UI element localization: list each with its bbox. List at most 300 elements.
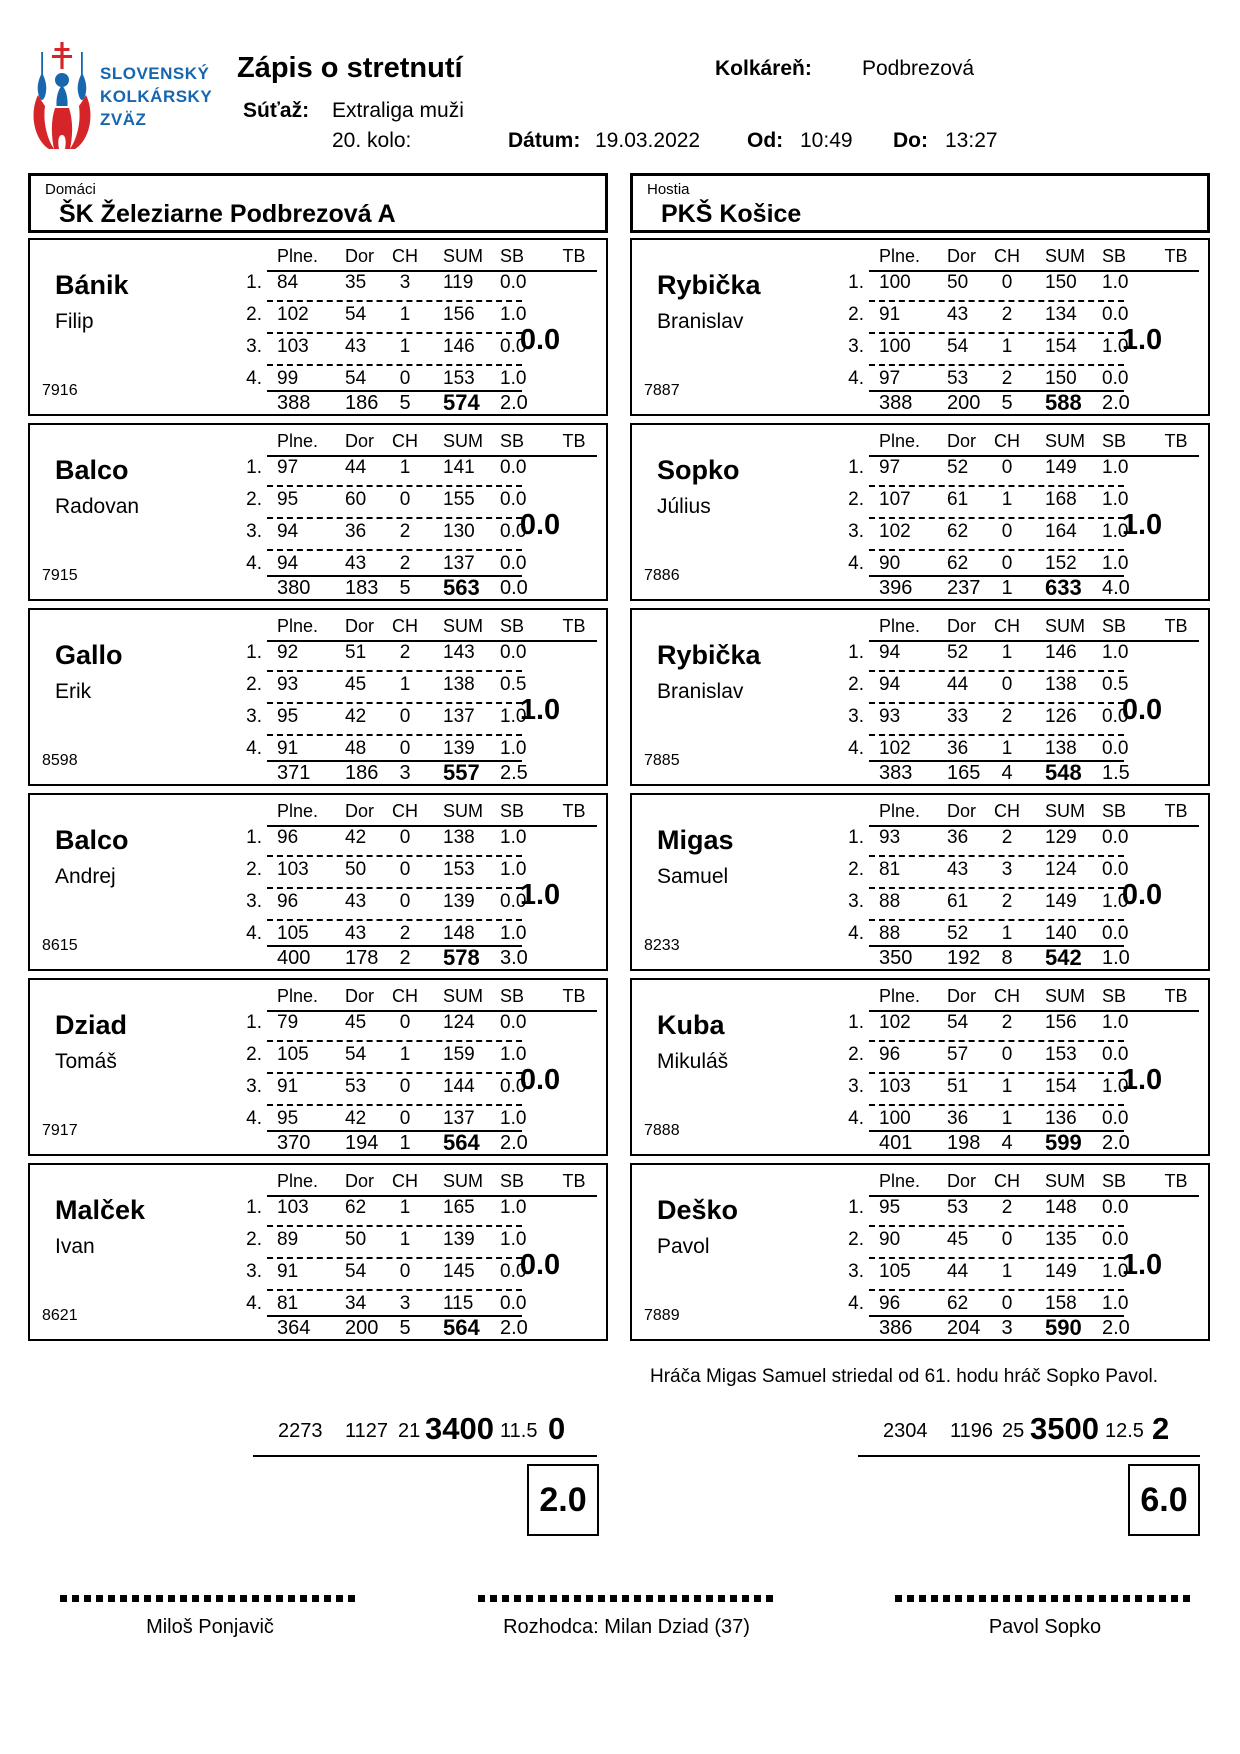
sb-value: 1.0 bbox=[1102, 553, 1129, 574]
away-total-sum: 3500 bbox=[1030, 1411, 1099, 1446]
sb-value: 0.0 bbox=[500, 1076, 527, 1097]
home-score: 2.0 bbox=[539, 1480, 587, 1519]
plne-value: 95 bbox=[277, 706, 299, 727]
total-sb: 1.0 bbox=[1102, 947, 1130, 969]
plne-value: 107 bbox=[879, 489, 911, 510]
sum-value: 115 bbox=[443, 1293, 474, 1314]
total-sum: 633 bbox=[1045, 575, 1082, 600]
row-number: 2. bbox=[848, 674, 864, 695]
lane-row bbox=[632, 642, 1208, 666]
dor-value: 61 bbox=[947, 891, 969, 912]
dor-value: 53 bbox=[947, 1197, 969, 1218]
total-dor: 186 bbox=[345, 392, 379, 414]
dor-value: 52 bbox=[947, 642, 969, 663]
total-sb: 3.0 bbox=[500, 947, 528, 969]
plne-value: 95 bbox=[879, 1197, 901, 1218]
row-divider bbox=[869, 1104, 1124, 1106]
plne-value: 94 bbox=[879, 642, 901, 663]
dor-value: 42 bbox=[345, 827, 367, 848]
player-firstname: Ivan bbox=[55, 1235, 95, 1258]
player-tb-points: 1.0 bbox=[1121, 324, 1163, 356]
dor-value: 36 bbox=[947, 827, 969, 848]
column-header: Plne. bbox=[277, 986, 319, 1006]
ch-value: 2 bbox=[1001, 1197, 1013, 1218]
ch-value: 0 bbox=[399, 1261, 411, 1282]
score-table-header bbox=[30, 1171, 606, 1195]
row-divider bbox=[869, 1040, 1124, 1042]
lane-row bbox=[30, 553, 606, 577]
column-header: CH bbox=[994, 1171, 1020, 1191]
time-to-label: Do: bbox=[893, 129, 928, 152]
column-header: CH bbox=[392, 1171, 418, 1191]
player-total-row bbox=[632, 1132, 1208, 1156]
home-score-box bbox=[527, 1464, 599, 1536]
plne-value: 100 bbox=[879, 1108, 911, 1129]
player-total-row bbox=[30, 1317, 606, 1341]
sb-value: 1.0 bbox=[500, 706, 527, 727]
dor-value: 43 bbox=[345, 553, 367, 574]
sb-value: 0.0 bbox=[1102, 368, 1129, 389]
sum-value: 145 bbox=[443, 1261, 475, 1282]
sb-value: 1.0 bbox=[1102, 272, 1129, 293]
row-divider bbox=[267, 549, 522, 551]
sb-value: 0.0 bbox=[1102, 706, 1129, 727]
sum-value: 137 bbox=[443, 1108, 475, 1129]
dor-value: 43 bbox=[345, 923, 367, 944]
column-header: SB bbox=[1102, 801, 1127, 821]
dor-value: 34 bbox=[345, 1293, 367, 1314]
home-total-tb: 0 bbox=[548, 1411, 566, 1446]
player-block bbox=[630, 608, 1210, 786]
dor-value: 44 bbox=[947, 674, 969, 695]
score-table-header bbox=[632, 616, 1208, 640]
org-name-line: KOLKÁRSKY bbox=[100, 87, 213, 106]
player-total-row bbox=[30, 762, 606, 786]
total-ch: 5 bbox=[1001, 392, 1013, 414]
column-header: SUM bbox=[443, 431, 483, 451]
total-sum: 542 bbox=[1045, 945, 1082, 970]
sum-value: 148 bbox=[1045, 1197, 1077, 1218]
row-number: 1. bbox=[848, 272, 864, 293]
total-sum: 578 bbox=[443, 945, 480, 970]
home-side-label: Domáci bbox=[45, 181, 96, 198]
column-header: SB bbox=[500, 431, 525, 451]
column-header: CH bbox=[994, 801, 1020, 821]
column-header: SUM bbox=[1045, 986, 1085, 1006]
player-surname: Kuba bbox=[657, 1010, 725, 1040]
ch-value: 0 bbox=[1001, 521, 1013, 542]
total-dor: 183 bbox=[345, 577, 379, 599]
plne-value: 97 bbox=[879, 457, 901, 478]
plne-value: 90 bbox=[879, 553, 901, 574]
column-header: SUM bbox=[443, 986, 483, 1006]
sb-value: 1.0 bbox=[1102, 521, 1129, 542]
dor-value: 51 bbox=[345, 642, 367, 663]
column-header: TB bbox=[1164, 246, 1188, 266]
player-tb-points: 1.0 bbox=[519, 694, 561, 726]
player-tb-points: 0.0 bbox=[519, 509, 561, 541]
plne-value: 97 bbox=[277, 457, 299, 478]
dor-value: 43 bbox=[947, 304, 969, 325]
column-header: Plne. bbox=[277, 1171, 319, 1191]
total-ch: 5 bbox=[399, 1317, 411, 1339]
player-firstname: Július bbox=[657, 495, 711, 518]
sb-value: 1.0 bbox=[500, 1108, 527, 1129]
plne-value: 93 bbox=[879, 827, 901, 848]
player-license-id: 8615 bbox=[42, 937, 78, 954]
sum-value: 139 bbox=[443, 891, 475, 912]
player-firstname: Samuel bbox=[657, 865, 729, 888]
row-number: 3. bbox=[246, 1076, 262, 1097]
row-divider bbox=[869, 1225, 1124, 1227]
total-ch: 1 bbox=[399, 1132, 411, 1154]
ch-value: 2 bbox=[1001, 368, 1013, 389]
signature-home bbox=[60, 1595, 360, 1639]
total-plne: 401 bbox=[879, 1132, 913, 1154]
competition-value: Extraliga muži bbox=[332, 99, 464, 122]
substitution-note: Hráča Migas Samuel striedal od 61. hodu hráč Sopko Pavol. bbox=[650, 1366, 1158, 1387]
ch-value: 1 bbox=[399, 457, 411, 478]
total-sum: 548 bbox=[1045, 760, 1082, 785]
column-header: SB bbox=[1102, 616, 1127, 636]
player-license-id: 8598 bbox=[42, 752, 78, 769]
sum-value: 153 bbox=[443, 368, 475, 389]
total-sb: 4.0 bbox=[1102, 577, 1130, 599]
dor-value: 51 bbox=[947, 1076, 969, 1097]
player-tb-points: 0.0 bbox=[519, 1064, 561, 1096]
dor-value: 36 bbox=[947, 738, 969, 759]
home-total-sum: 3400 bbox=[425, 1411, 494, 1446]
column-header: SB bbox=[1102, 986, 1127, 1006]
lane-row bbox=[30, 738, 606, 762]
competition-label: Súťaž: bbox=[243, 99, 310, 122]
column-header: Plne. bbox=[879, 431, 921, 451]
row-divider bbox=[267, 734, 522, 736]
sb-value: 0.0 bbox=[500, 272, 527, 293]
column-header: Dor bbox=[345, 1171, 375, 1191]
row-number: 4. bbox=[246, 738, 262, 759]
dor-value: 33 bbox=[947, 706, 969, 727]
dor-value: 61 bbox=[947, 489, 969, 510]
sum-value: 124 bbox=[443, 1012, 475, 1033]
column-header: Dor bbox=[947, 616, 977, 636]
total-sb: 2.0 bbox=[500, 1317, 528, 1339]
plne-value: 103 bbox=[879, 1076, 911, 1097]
home-total-plne: 2273 bbox=[278, 1420, 323, 1442]
sb-value: 1.0 bbox=[1102, 489, 1129, 510]
row-number: 3. bbox=[848, 1076, 864, 1097]
home-team-name: ŠK Železiarne Podbrezová A bbox=[59, 200, 396, 228]
row-divider bbox=[267, 919, 522, 921]
score-table-header bbox=[632, 1171, 1208, 1195]
sum-value: 156 bbox=[1045, 1012, 1077, 1033]
player-total-row bbox=[632, 1317, 1208, 1341]
ch-value: 0 bbox=[399, 1012, 411, 1033]
sum-value: 149 bbox=[1045, 891, 1077, 912]
ch-value: 0 bbox=[1001, 1229, 1013, 1250]
plne-value: 105 bbox=[277, 923, 309, 944]
row-number: 2. bbox=[246, 859, 262, 880]
sum-value: 130 bbox=[443, 521, 475, 542]
row-divider bbox=[869, 1289, 1124, 1291]
player-block bbox=[28, 978, 608, 1156]
column-header: Dor bbox=[947, 246, 977, 266]
away-side-label: Hostia bbox=[647, 181, 690, 198]
row-number: 3. bbox=[246, 706, 262, 727]
player-block bbox=[630, 238, 1210, 416]
time-to-value: 13:27 bbox=[945, 129, 998, 152]
sb-value: 0.0 bbox=[500, 1012, 527, 1033]
dor-value: 53 bbox=[345, 1076, 367, 1097]
column-header: TB bbox=[562, 616, 586, 636]
column-header: SB bbox=[500, 801, 525, 821]
total-dor: 194 bbox=[345, 1132, 379, 1154]
column-header: TB bbox=[562, 431, 586, 451]
sum-value: 140 bbox=[1045, 923, 1077, 944]
column-header: SUM bbox=[1045, 246, 1085, 266]
row-divider bbox=[267, 332, 522, 334]
sum-value: 141 bbox=[443, 457, 475, 478]
home-total-rule bbox=[253, 1455, 597, 1457]
dor-value: 54 bbox=[345, 1261, 367, 1282]
dor-value: 54 bbox=[947, 1012, 969, 1033]
column-header: Dor bbox=[947, 431, 977, 451]
row-divider bbox=[869, 485, 1124, 487]
player-tb-points: 0.0 bbox=[1121, 694, 1163, 726]
score-table-header bbox=[30, 801, 606, 825]
row-divider bbox=[267, 1040, 522, 1042]
away-team-name: PKŠ Košice bbox=[661, 200, 802, 228]
column-header: SB bbox=[1102, 1171, 1127, 1191]
sum-value: 144 bbox=[443, 1076, 475, 1097]
row-number: 1. bbox=[848, 1197, 864, 1218]
federation-logo-icon bbox=[30, 40, 94, 152]
total-sum: 564 bbox=[443, 1130, 480, 1155]
ch-value: 0 bbox=[1001, 272, 1013, 293]
sb-value: 1.0 bbox=[500, 859, 527, 880]
row-divider bbox=[869, 332, 1124, 334]
venue-label: Kolkáreň: bbox=[715, 57, 812, 80]
player-total-row bbox=[632, 392, 1208, 416]
dor-value: 54 bbox=[345, 368, 367, 389]
row-divider bbox=[267, 364, 522, 366]
row-number: 1. bbox=[246, 457, 262, 478]
plne-value: 88 bbox=[879, 923, 901, 944]
sb-value: 0.0 bbox=[500, 336, 527, 357]
sb-value: 0.0 bbox=[1102, 859, 1129, 880]
player-firstname: Andrej bbox=[55, 865, 116, 888]
lane-row bbox=[30, 272, 606, 296]
away-score-box bbox=[1128, 1464, 1200, 1536]
sum-value: 138 bbox=[1045, 674, 1077, 695]
row-divider bbox=[267, 1257, 522, 1259]
total-plne: 350 bbox=[879, 947, 913, 969]
row-number: 1. bbox=[246, 642, 262, 663]
away-total-plne: 2304 bbox=[883, 1420, 928, 1442]
player-firstname: Branislav bbox=[657, 310, 744, 333]
ch-value: 0 bbox=[399, 891, 411, 912]
sb-value: 0.0 bbox=[1102, 1229, 1129, 1250]
row-number: 3. bbox=[246, 521, 262, 542]
player-firstname: Erik bbox=[55, 680, 92, 703]
away-total-sb: 12.5 bbox=[1105, 1420, 1144, 1442]
away-total-rule bbox=[858, 1455, 1200, 1457]
row-number: 3. bbox=[246, 1261, 262, 1282]
player-block bbox=[28, 608, 608, 786]
home-total-sb: 11.5 bbox=[500, 1420, 538, 1442]
column-header: Plne. bbox=[879, 1171, 921, 1191]
dor-value: 36 bbox=[947, 1108, 969, 1129]
total-plne: 364 bbox=[277, 1317, 311, 1339]
dor-value: 62 bbox=[947, 521, 969, 542]
row-number: 2. bbox=[848, 304, 864, 325]
plne-value: 94 bbox=[277, 521, 299, 542]
column-header: Dor bbox=[345, 801, 375, 821]
ch-value: 2 bbox=[399, 923, 411, 944]
plne-value: 93 bbox=[879, 706, 901, 727]
signature-away bbox=[895, 1595, 1195, 1639]
column-header: SUM bbox=[1045, 431, 1085, 451]
ch-value: 0 bbox=[399, 827, 411, 848]
total-ch: 1 bbox=[1001, 577, 1013, 599]
lane-row bbox=[632, 738, 1208, 762]
score-table-header bbox=[30, 616, 606, 640]
player-block bbox=[630, 978, 1210, 1156]
sb-value: 0.0 bbox=[1102, 1197, 1129, 1218]
total-sum: 563 bbox=[443, 575, 480, 600]
lane-row bbox=[632, 1108, 1208, 1132]
total-dor: 165 bbox=[947, 762, 981, 784]
column-header: CH bbox=[392, 801, 418, 821]
total-plne: 388 bbox=[879, 392, 913, 414]
row-number: 4. bbox=[848, 368, 864, 389]
sum-value: 146 bbox=[443, 336, 475, 357]
away-score: 6.0 bbox=[1140, 1480, 1188, 1519]
lane-row bbox=[30, 1012, 606, 1036]
row-number: 2. bbox=[246, 304, 262, 325]
dor-value: 44 bbox=[345, 457, 367, 478]
player-surname: Balco bbox=[55, 455, 129, 485]
score-table-header bbox=[632, 246, 1208, 270]
ch-value: 1 bbox=[1001, 489, 1013, 510]
dor-value: 60 bbox=[345, 489, 367, 510]
signature-referee bbox=[478, 1595, 775, 1639]
sb-value: 0.0 bbox=[500, 891, 527, 912]
total-plne: 386 bbox=[879, 1317, 913, 1339]
sb-value: 1.0 bbox=[1102, 336, 1129, 357]
ch-value: 1 bbox=[399, 1229, 411, 1250]
total-ch: 8 bbox=[1001, 947, 1013, 969]
row-divider bbox=[869, 702, 1124, 704]
ch-value: 0 bbox=[1001, 1044, 1013, 1065]
row-number: 1. bbox=[848, 457, 864, 478]
plne-value: 89 bbox=[277, 1229, 299, 1250]
plne-value: 103 bbox=[277, 1197, 309, 1218]
ch-value: 0 bbox=[399, 706, 411, 727]
total-sb: 2.5 bbox=[500, 762, 528, 784]
home-total-ch: 21 bbox=[398, 1420, 421, 1442]
player-surname: Rybička bbox=[657, 270, 761, 300]
dor-value: 43 bbox=[345, 891, 367, 912]
ch-value: 1 bbox=[1001, 336, 1013, 357]
sum-value: 152 bbox=[1045, 553, 1077, 574]
row-divider bbox=[869, 734, 1124, 736]
column-header: Plne. bbox=[277, 801, 319, 821]
total-ch: 3 bbox=[399, 762, 411, 784]
total-ch: 5 bbox=[399, 392, 411, 414]
row-number: 1. bbox=[246, 272, 262, 293]
player-tb-points: 1.0 bbox=[519, 879, 561, 911]
column-header: Plne. bbox=[879, 246, 921, 266]
sum-value: 119 bbox=[443, 272, 474, 293]
row-number: 3. bbox=[246, 336, 262, 357]
ch-value: 0 bbox=[399, 489, 411, 510]
player-license-id: 7885 bbox=[644, 752, 680, 769]
plne-value: 94 bbox=[277, 553, 299, 574]
total-dor: 178 bbox=[345, 947, 379, 969]
row-divider bbox=[869, 1072, 1124, 1074]
sum-value: 158 bbox=[1045, 1293, 1077, 1314]
score-table-header bbox=[632, 986, 1208, 1010]
player-license-id: 7889 bbox=[644, 1307, 680, 1324]
column-header: Plne. bbox=[879, 801, 921, 821]
sb-value: 0.0 bbox=[500, 521, 527, 542]
row-divider bbox=[869, 919, 1124, 921]
signature-name: Miloš Ponjavič bbox=[146, 1616, 274, 1638]
player-license-id: 7915 bbox=[42, 567, 78, 584]
dor-value: 54 bbox=[947, 336, 969, 357]
ch-value: 3 bbox=[1001, 859, 1013, 880]
total-plne: 388 bbox=[277, 392, 311, 414]
total-sb: 2.0 bbox=[1102, 1132, 1130, 1154]
plne-value: 105 bbox=[879, 1261, 911, 1282]
ch-value: 2 bbox=[1001, 304, 1013, 325]
lane-row bbox=[632, 923, 1208, 947]
player-tb-points: 1.0 bbox=[1121, 1064, 1163, 1096]
player-license-id: 7917 bbox=[42, 1122, 78, 1139]
row-divider bbox=[267, 1104, 522, 1106]
player-surname: Sopko bbox=[657, 455, 740, 485]
player-tb-points: 0.0 bbox=[519, 324, 561, 356]
sb-value: 0.0 bbox=[1102, 1044, 1129, 1065]
plne-value: 97 bbox=[879, 368, 901, 389]
total-sb: 1.5 bbox=[1102, 762, 1130, 784]
total-plne: 371 bbox=[277, 762, 311, 784]
player-surname: Bánik bbox=[55, 270, 129, 300]
sb-value: 1.0 bbox=[500, 1229, 527, 1250]
player-tb-points: 1.0 bbox=[1121, 1249, 1163, 1281]
column-header: TB bbox=[562, 801, 586, 821]
dor-value: 52 bbox=[947, 923, 969, 944]
lane-row bbox=[632, 368, 1208, 392]
player-license-id: 7887 bbox=[644, 382, 680, 399]
column-header: Dor bbox=[345, 431, 375, 451]
player-surname: Rybička bbox=[657, 640, 761, 670]
dor-value: 62 bbox=[345, 1197, 367, 1218]
player-total-row bbox=[30, 577, 606, 601]
column-header: SB bbox=[500, 246, 525, 266]
total-sb: 2.0 bbox=[1102, 1317, 1130, 1339]
column-header: Plne. bbox=[277, 431, 319, 451]
round-value: 20. kolo: bbox=[332, 129, 412, 152]
row-number: 4. bbox=[246, 1293, 262, 1314]
total-dor: 200 bbox=[947, 392, 981, 414]
player-license-id: 8233 bbox=[644, 937, 680, 954]
column-header: Dor bbox=[947, 986, 977, 1006]
plne-value: 95 bbox=[277, 489, 299, 510]
column-header: CH bbox=[392, 616, 418, 636]
row-number: 3. bbox=[848, 336, 864, 357]
